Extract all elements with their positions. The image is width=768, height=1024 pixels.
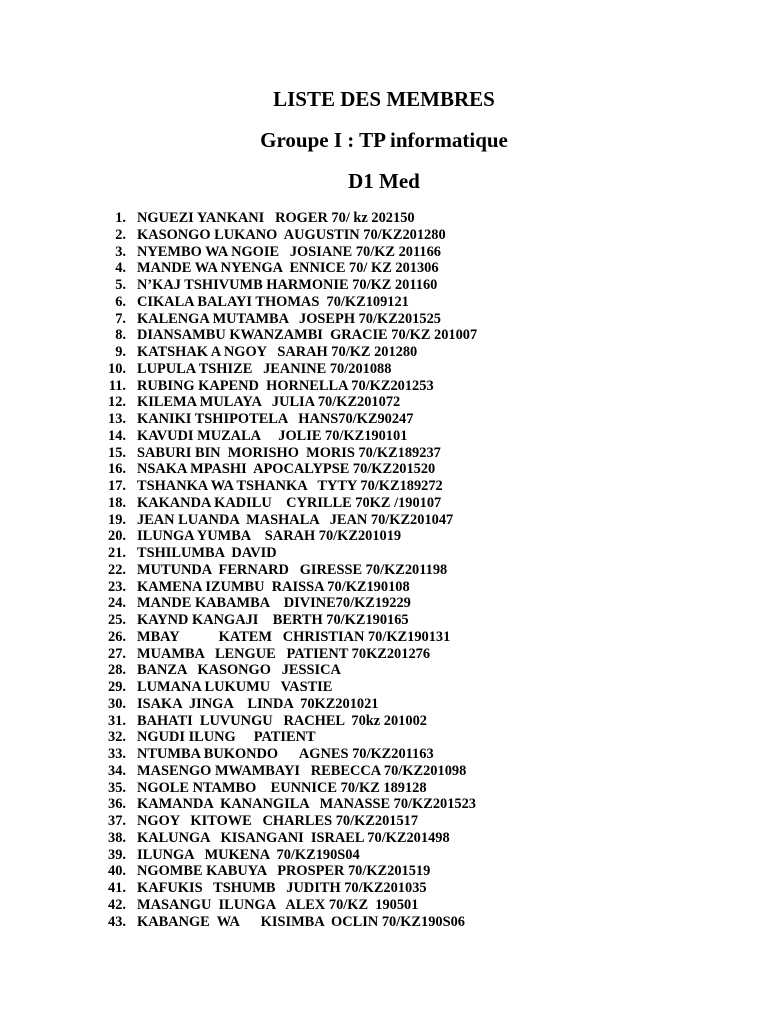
member-list-item xyxy=(0,528,768,545)
member-entry: NGOLE NTAMBO EUNNICE 70/KZ 189128 xyxy=(137,779,427,796)
member-list xyxy=(0,210,768,930)
member-entry: MANDE WA NYENGA ENNICE 70/ KZ 201306 xyxy=(137,260,439,277)
member-number: 19. xyxy=(108,511,126,528)
member-entry: NTUMBA BUKONDO AGNES 70/KZ201163 xyxy=(137,746,434,762)
member-number: 21. xyxy=(108,545,126,561)
member-list-item xyxy=(0,579,768,596)
member-number: 38. xyxy=(108,829,126,846)
member-entry: KASONGO LUKANO AUGUSTIN 70/KZ201280 xyxy=(137,226,446,243)
member-list-item xyxy=(0,428,768,445)
member-entry: ILUNGA YUMBA SARAH 70/KZ201019 xyxy=(137,528,402,545)
member-entry: KAFUKIS TSHUMB JUDITH 70/KZ201035 xyxy=(137,880,427,896)
member-entry: KAMENA IZUMBU RAISSA 70/KZ190108 xyxy=(137,578,410,595)
member-list-item xyxy=(0,277,768,294)
document-title: LISTE DES MEMBRES xyxy=(273,87,495,111)
member-list-item xyxy=(0,612,768,629)
member-list-item xyxy=(0,914,768,931)
member-number: 16. xyxy=(108,461,126,478)
member-entry: MUTUNDA FERNARD GIRESSE 70/KZ201198 xyxy=(137,561,448,578)
member-number: 17. xyxy=(108,478,126,494)
member-entry: KAYND KANGAJI BERTH 70/KZ190165 xyxy=(137,612,409,628)
member-number: 35. xyxy=(108,779,126,796)
member-entry: BANZA KASONGO JESSICA xyxy=(137,662,341,679)
member-number: 15. xyxy=(108,444,126,461)
member-list-item xyxy=(0,478,768,495)
member-number: 26. xyxy=(108,628,126,645)
member-entry: N’KAJ TSHIVUMB HARMONIE 70/KZ 201160 xyxy=(137,277,438,293)
member-number: 36. xyxy=(108,796,126,813)
member-list-item xyxy=(0,830,768,847)
member-number: 10. xyxy=(108,360,126,377)
member-list-item xyxy=(0,746,768,763)
member-entry: KANIKI TSHIPOTELA HANS70/KZ90247 xyxy=(137,411,414,427)
member-list-item xyxy=(0,495,768,512)
class-heading: D1 Med xyxy=(348,169,420,193)
member-entry: NGUDI ILUNG PATIENT xyxy=(137,729,316,746)
member-list-item xyxy=(0,713,768,730)
member-number: 13. xyxy=(108,411,126,427)
member-number: 11. xyxy=(108,377,126,394)
member-list-item xyxy=(0,729,768,746)
member-number: 18. xyxy=(108,494,126,511)
member-number: 43. xyxy=(108,913,126,930)
member-entry: NYEMBO WA NGOIE JOSIANE 70/KZ 201166 xyxy=(137,243,441,260)
member-number: 25. xyxy=(108,612,126,628)
member-entry: JEAN LUANDA MASHALA JEAN 70/KZ201047 xyxy=(137,511,454,528)
member-number: 33. xyxy=(108,746,126,762)
member-number: 42. xyxy=(108,896,126,913)
member-list-item xyxy=(0,847,768,864)
member-number: 30. xyxy=(108,695,126,712)
member-number: 1. xyxy=(115,210,126,226)
member-list-item xyxy=(0,244,768,261)
member-list-item xyxy=(0,361,768,378)
member-number: 9. xyxy=(115,344,126,360)
member-list-item xyxy=(0,696,768,713)
member-list-item xyxy=(0,545,768,562)
member-number: 28. xyxy=(108,662,126,679)
member-entry: LUPULA TSHIZE JEANINE 70/201088 xyxy=(137,360,392,377)
member-entry: MASANGU ILUNGA ALEX 70/KZ 190501 xyxy=(137,896,419,913)
member-list-item xyxy=(0,562,768,579)
member-number: 5. xyxy=(115,277,126,293)
member-entry: NGOMBE KABUYA PROSPER 70/KZ201519 xyxy=(137,863,431,880)
member-entry: NGUEZI YANKANI ROGER 70/ kz 202150 xyxy=(137,210,415,226)
member-number: 24. xyxy=(108,595,126,612)
member-number: 20. xyxy=(108,528,126,545)
member-list-item xyxy=(0,629,768,646)
member-list-item xyxy=(0,311,768,328)
member-entry: KAVUDI MUZALA JOLIE 70/KZ190101 xyxy=(137,427,408,444)
member-number: 32. xyxy=(108,729,126,746)
member-entry: BAHATI LUVUNGU RACHEL 70kz 201002 xyxy=(137,712,427,729)
member-number: 4. xyxy=(115,260,126,277)
member-entry: KAMANDA KANANGILA MANASSE 70/KZ201523 xyxy=(137,796,477,813)
member-entry: ILUNGA MUKENA 70/KZ190S04 xyxy=(137,846,360,863)
member-number: 29. xyxy=(108,679,126,695)
member-list-item xyxy=(0,646,768,663)
member-number: 31. xyxy=(108,712,126,729)
member-entry: MBAY KATEM CHRISTIAN 70/KZ190131 xyxy=(137,628,451,645)
member-list-item xyxy=(0,327,768,344)
member-entry: TSHANKA WA TSHANKA TYTY 70/KZ189272 xyxy=(137,478,443,494)
member-list-item xyxy=(0,227,768,244)
member-entry: MASENGO MWAMBAYI REBECCA 70/KZ201098 xyxy=(137,762,467,779)
member-entry: KABANGE WA KISIMBA OCLIN 70/KZ190S06 xyxy=(137,913,465,930)
member-list-item xyxy=(0,595,768,612)
member-number: 23. xyxy=(108,578,126,595)
member-entry: KAKANDA KADILU CYRILLE 70KZ /190107 xyxy=(137,494,442,511)
member-entry: LUMANA LUKUMU VASTIE xyxy=(137,679,333,695)
member-number: 2. xyxy=(115,226,126,243)
member-list-item xyxy=(0,445,768,462)
member-entry: TSHILUMBA DAVID xyxy=(137,545,277,561)
member-entry: MANDE KABAMBA DIVINE70/KZ19229 xyxy=(137,595,411,612)
member-number: 3. xyxy=(115,243,126,260)
member-entry: KALUNGA KISANGANI ISRAEL 70/KZ201498 xyxy=(137,829,450,846)
member-list-item xyxy=(0,294,768,311)
member-number: 27. xyxy=(108,645,126,662)
member-entry: SABURI BIN MORISHO MORIS 70/KZ189237 xyxy=(137,444,441,461)
member-entry: DIANSAMBU KWANZAMBI GRACIE 70/KZ 201007 xyxy=(137,327,478,344)
member-list-item xyxy=(0,411,768,428)
member-list-item xyxy=(0,378,768,395)
member-list-item xyxy=(0,260,768,277)
member-number: 14. xyxy=(108,427,126,444)
group-heading: Groupe I : TP informatique xyxy=(260,128,508,152)
member-list-item xyxy=(0,679,768,696)
member-number: 22. xyxy=(108,561,126,578)
member-number: 37. xyxy=(108,813,126,829)
member-number: 34. xyxy=(108,762,126,779)
member-list-item xyxy=(0,662,768,679)
member-list-item xyxy=(0,512,768,529)
member-number: 40. xyxy=(108,863,126,880)
member-list-item xyxy=(0,394,768,411)
member-list-item xyxy=(0,796,768,813)
member-entry: CIKALA BALAYI THOMAS 70/KZ109121 xyxy=(137,293,409,310)
member-list-item xyxy=(0,210,768,227)
member-list-item xyxy=(0,880,768,897)
member-entry: MUAMBA LENGUE PATIENT 70KZ201276 xyxy=(137,645,431,662)
member-entry: NSAKA MPASHI APOCALYPSE 70/KZ201520 xyxy=(137,461,436,478)
member-entry: KATSHAK A NGOY SARAH 70/KZ 201280 xyxy=(137,344,418,360)
member-number: 6. xyxy=(115,293,126,310)
member-list-item xyxy=(0,780,768,797)
member-list-item xyxy=(0,863,768,880)
member-number: 7. xyxy=(115,310,126,327)
member-entry: ISAKA JINGA LINDA 70KZ201021 xyxy=(137,695,379,712)
member-list-item xyxy=(0,461,768,478)
member-list-item xyxy=(0,897,768,914)
member-number: 8. xyxy=(115,327,126,344)
member-entry: NGOY KITOWE CHARLES 70/KZ201517 xyxy=(137,813,419,829)
member-list-item xyxy=(0,763,768,780)
member-number: 41. xyxy=(108,880,126,896)
member-entry: KALENGA MUTAMBA JOSEPH 70/KZ201525 xyxy=(137,310,441,327)
member-entry: KILEMA MULAYA JULIA 70/KZ201072 xyxy=(137,394,401,411)
member-entry: RUBING KAPEND HORNELLA 70/KZ201253 xyxy=(137,377,434,394)
member-number: 39. xyxy=(108,846,126,863)
member-number: 12. xyxy=(108,394,126,411)
member-list-item xyxy=(0,344,768,361)
member-list-item xyxy=(0,813,768,830)
